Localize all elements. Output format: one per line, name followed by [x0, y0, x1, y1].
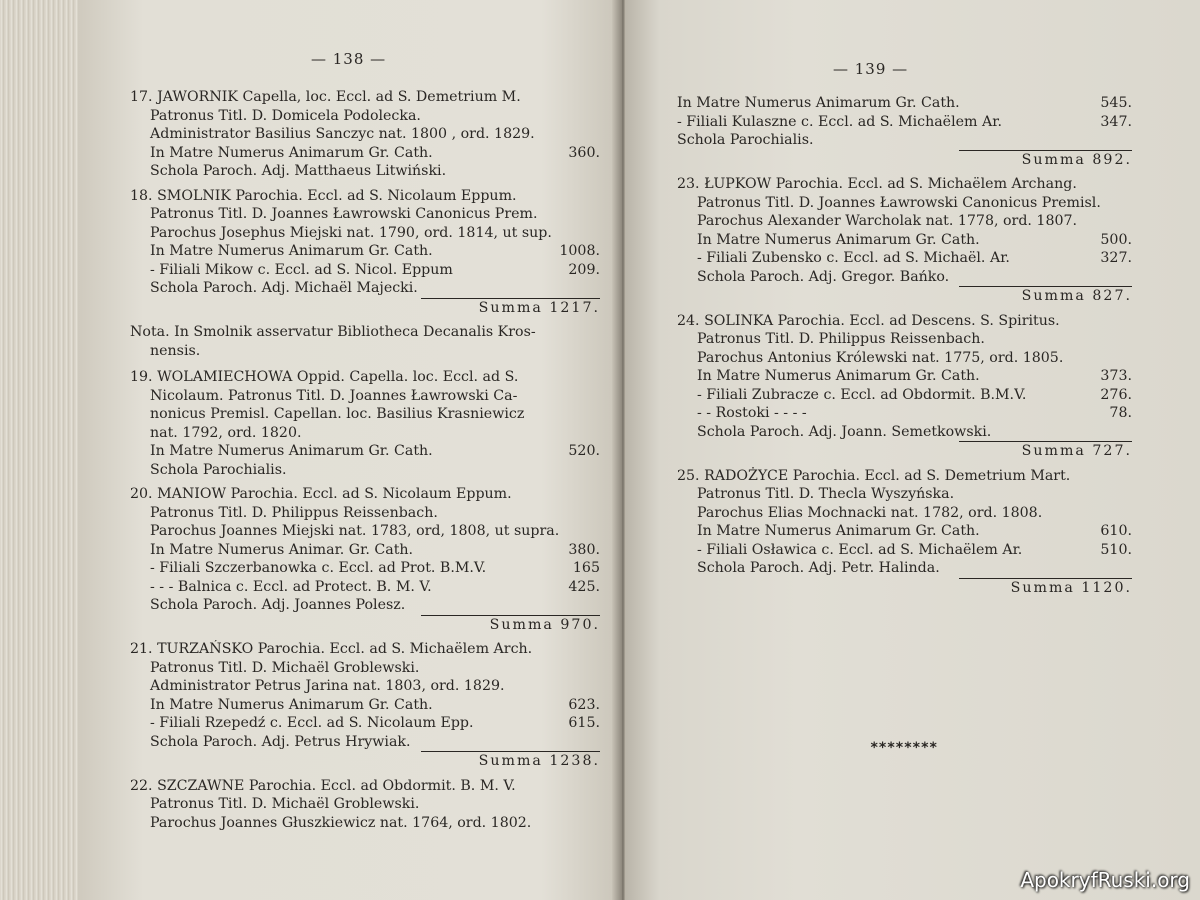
summa-total: Summa 1238. — [478, 753, 600, 769]
entry-line — [130, 659, 600, 678]
entry-line — [130, 559, 600, 578]
population-value: 425. — [568, 578, 600, 595]
line-text: Patronus Titl. D. Michaël Groblewski. — [150, 796, 420, 812]
left-page-entries — [130, 88, 600, 838]
entry-line — [130, 187, 600, 206]
entry-line — [130, 88, 600, 107]
line-text: In Matre Numerus Animarum Gr. Cath. — [150, 696, 433, 713]
note-entry — [130, 323, 600, 360]
population-value: 500. — [1100, 231, 1132, 248]
line-text: 20. MANIOW Parochia. Eccl. ad S. Nicolaum Eppum. — [130, 486, 512, 502]
entry-line — [677, 522, 1132, 541]
entry-line — [677, 541, 1132, 560]
entry-line — [130, 777, 600, 796]
line-text: Parochus Josephus Miejski nat. 1790, ord. 1814, ut sup. — [150, 224, 552, 241]
line-text: 22. SZCZAWNE Parochia. Eccl. ad Obdormit. B. M. V. — [130, 777, 516, 794]
parish-entry — [677, 94, 1132, 169]
line-text: Patronus Titl. D. Michaël Groblewski. — [150, 659, 420, 676]
entry-line — [130, 242, 600, 261]
entry-line — [130, 368, 600, 387]
line-text: - Filiali Mikow c. Eccl. ad S. Nicol. Eppum — [150, 261, 453, 278]
summa-total: Summa 1120. — [1010, 579, 1132, 596]
line-text: 25. RADOŻYCE Parochia. Eccl. ad S. Demetrium Mart. — [677, 467, 1071, 484]
entry-line — [677, 94, 1132, 113]
line-text: In Matre Numerus Animarum Gr. Cath. — [150, 144, 433, 161]
entry-line — [677, 367, 1132, 386]
line-text: Schola Parochialis. — [150, 461, 287, 478]
line-text: - - Rostoki - - - - — [697, 405, 807, 421]
right-page-number: — 139 — — [833, 60, 909, 78]
summa-total: Summa 727. — [1021, 443, 1132, 459]
entry-line — [130, 279, 600, 298]
line-text: In Matre Numerus Animarum Gr. Cath. — [677, 95, 960, 111]
entry-line — [677, 249, 1132, 268]
population-value: 610. — [1100, 523, 1132, 539]
entry-line — [677, 231, 1132, 250]
line-text: nensis. — [150, 342, 201, 359]
line-text: In Matre Numerus Animarum Gr. Cath. — [150, 243, 433, 259]
line-text: Parochus Joannes Miejski nat. 1783, ord, 1808, ut supra. — [150, 523, 560, 539]
entry-line — [130, 522, 600, 541]
line-text: Parochus Alexander Warcholak nat. 1778, ord. 1807. — [697, 213, 1078, 229]
line-text: 17. JAWORNIK Capella, loc. Eccl. ad S. Demetrium M. — [130, 89, 521, 105]
line-text: Patronus Titl. D. Domicela Podolecka. — [150, 107, 421, 124]
parish-entry — [130, 777, 600, 833]
population-value: 327. — [1100, 250, 1132, 266]
entry-line — [130, 162, 600, 181]
line-text: Parochus Joannes Głuszkiewicz nat. 1764, ord. 1802. — [150, 814, 532, 831]
entry-line — [130, 125, 600, 144]
right-page — [625, 0, 1200, 900]
line-text: nonicus Premisl. Capellan. loc. Basilius Krasniewicz — [150, 406, 525, 422]
page-edges — [0, 0, 80, 900]
summa-total: Summa 827. — [1021, 288, 1132, 304]
line-text: Patronus Titl. D. Thecla Wyszyńska. — [697, 486, 955, 502]
entry-line — [130, 541, 600, 560]
entry-line — [130, 596, 600, 615]
entry-line — [677, 559, 1132, 578]
population-value: 545. — [1100, 95, 1132, 111]
entry-line — [130, 405, 600, 424]
entry-line — [130, 461, 600, 480]
entry-line — [677, 312, 1132, 331]
entry-line — [130, 107, 600, 126]
population-value: 380. — [568, 541, 600, 558]
entry-line — [130, 814, 600, 833]
population-value: 623. — [568, 696, 600, 713]
line-text: In Matre Numerus Animarum Gr. Cath. — [697, 368, 980, 384]
entry-line — [677, 467, 1132, 486]
line-text: 24. SOLINKA Parochia. Eccl. ad Descens. S. Spiritus. — [677, 312, 1060, 329]
line-text: 23. ŁUPKOW Parochia. Eccl. ad S. Michaëlem Archang. — [677, 176, 1077, 192]
watermark: ApokryfRuski.org — [1020, 868, 1190, 892]
line-text: Schola Paroch. Adj. Gregor. Bańko. — [697, 268, 950, 285]
entry-line — [677, 504, 1132, 523]
line-text: Parochus Elias Mochnacki nat. 1782, ord. 1808. — [697, 504, 1043, 521]
line-text: Schola Paroch. Adj. Michaël Majecki. — [150, 280, 418, 296]
entry-line — [677, 386, 1132, 405]
entry-line — [130, 504, 600, 523]
population-value: 510. — [1100, 541, 1132, 558]
summa-total: Summa 1217. — [478, 299, 600, 316]
entry-line — [130, 733, 600, 752]
section-end-ornament: ******** — [870, 740, 938, 756]
line-text: - Filiali Zubracze c. Eccl. ad Obdormit. B.M.V. — [697, 386, 1027, 403]
line-text: Patronus Titl. D. Joannes Ławrowski Canonicus Prem. — [150, 206, 538, 222]
line-text: In Matre Numerus Animarum Gr. Cath. — [697, 231, 980, 248]
line-text: Schola Paroch. Adj. Petr. Halinda. — [697, 560, 940, 576]
entry-line — [130, 696, 600, 715]
line-text: Parochus Antonius Królewski nat. 1775, ord. 1805. — [697, 349, 1064, 366]
population-value: 1008. — [559, 243, 600, 259]
entry-line — [677, 349, 1132, 368]
population-value: 78. — [1109, 405, 1132, 421]
line-text: Administrator Petrus Jarina nat. 1803, ord. 1829. — [150, 678, 505, 694]
line-text: Schola Parochialis. — [677, 132, 814, 148]
line-text: - Filiali Kulaszne c. Eccl. ad S. Michaëlem Ar. — [677, 113, 1002, 130]
entry-line — [130, 323, 600, 342]
parish-entry — [130, 88, 600, 181]
line-text: - - - Balnica c. Eccl. ad Protect. B. M. V. — [150, 578, 432, 595]
entry-line — [130, 677, 600, 696]
parish-entry — [677, 467, 1132, 598]
line-text: Patronus Titl. D. Joannes Ławrowski Canonicus Premisl. — [697, 194, 1101, 211]
entry-line — [130, 640, 600, 659]
left-page — [78, 0, 623, 900]
summa-total: Summa 970. — [489, 616, 600, 633]
population-value: 347. — [1100, 113, 1132, 130]
population-value: 360. — [568, 144, 600, 161]
line-text: - Filiali Szczerbanowka c. Eccl. ad Prot. B.M.V. — [150, 560, 487, 576]
line-text: 18. SMOLNIK Parochia. Eccl. ad S. Nicolaum Eppum. — [130, 187, 517, 204]
line-text: - Filiali Osławica c. Eccl. ad S. Michaëlem Ar. — [697, 541, 1023, 558]
entry-line — [677, 330, 1132, 349]
parish-entry — [130, 640, 600, 771]
entry-line — [130, 485, 600, 504]
line-text: Schola Paroch. Adj. Petrus Hrywiak. — [150, 733, 411, 750]
parish-entry — [677, 175, 1132, 306]
entry-line — [677, 194, 1132, 213]
line-text: Patronus Titl. D. Philippus Reissenbach. — [697, 331, 985, 347]
entry-line — [677, 175, 1132, 194]
entry-line — [677, 131, 1132, 150]
entry-line — [677, 268, 1132, 287]
entry-line — [677, 485, 1132, 504]
line-text: Schola Paroch. Adj. Joannes Polesz. — [150, 597, 406, 613]
line-text: In Matre Numerus Animar. Gr. Cath. — [150, 541, 414, 558]
line-text: - Filiali Zubensko c. Eccl. ad S. Michaël. Ar. — [697, 250, 1010, 266]
parish-entry — [130, 187, 600, 318]
entry-line — [130, 205, 600, 224]
line-text: In Matre Numerus Animarum Gr. Cath. — [697, 523, 980, 539]
entry-line — [130, 714, 600, 733]
entry-line — [130, 144, 600, 163]
population-value: 373. — [1100, 368, 1132, 384]
population-value: 209. — [568, 261, 600, 278]
line-text: Nicolaum. Patronus Titl. D. Joannes Ławrowski Ca- — [150, 387, 518, 404]
entry-line — [130, 795, 600, 814]
parish-entry — [130, 485, 600, 634]
entry-line — [677, 212, 1132, 231]
entry-line — [130, 387, 600, 406]
entry-line — [130, 261, 600, 280]
line-text: 19. WOLAMIECHOWA Oppid. Capella. loc. Eccl. ad S. — [130, 369, 519, 385]
entry-line — [677, 423, 1132, 442]
line-text: In Matre Numerus Animarum Gr. Cath. — [150, 443, 433, 459]
line-text: Patronus Titl. D. Philippus Reissenbach. — [150, 504, 438, 521]
entry-line — [677, 404, 1132, 423]
entry-line — [130, 342, 600, 361]
parish-entry — [677, 312, 1132, 461]
parish-entry — [130, 368, 600, 479]
line-text: Administrator Basilius Sanczyc nat. 1800 , ord. 1829. — [150, 126, 535, 142]
line-text: Nota. In Smolnik asservatur Bibliotheca Decanalis Kros- — [130, 324, 536, 340]
population-value: 276. — [1100, 386, 1132, 403]
line-text: Schola Paroch. Adj. Joann. Semetkowski. — [697, 423, 992, 440]
left-page-number: — 138 — — [311, 50, 387, 68]
summa-total: Summa 892. — [1021, 151, 1132, 168]
population-value: 165 — [572, 560, 600, 576]
population-value: 615. — [568, 715, 600, 731]
entry-line — [130, 578, 600, 597]
line-text: - Filiali Rzepedź c. Eccl. ad S. Nicolaum Epp. — [150, 715, 474, 731]
entry-line — [130, 424, 600, 443]
population-value: 520. — [568, 443, 600, 459]
entry-line — [130, 442, 600, 461]
entry-line — [677, 113, 1132, 132]
entry-line — [130, 224, 600, 243]
right-page-entries — [677, 94, 1132, 603]
line-text: 21. TURZAŃSKO Parochia. Eccl. ad S. Michaëlem Arch. — [130, 641, 533, 657]
line-text: Schola Paroch. Adj. Matthaeus Litwiński. — [150, 163, 447, 179]
line-text: nat. 1792, ord. 1820. — [150, 424, 302, 441]
